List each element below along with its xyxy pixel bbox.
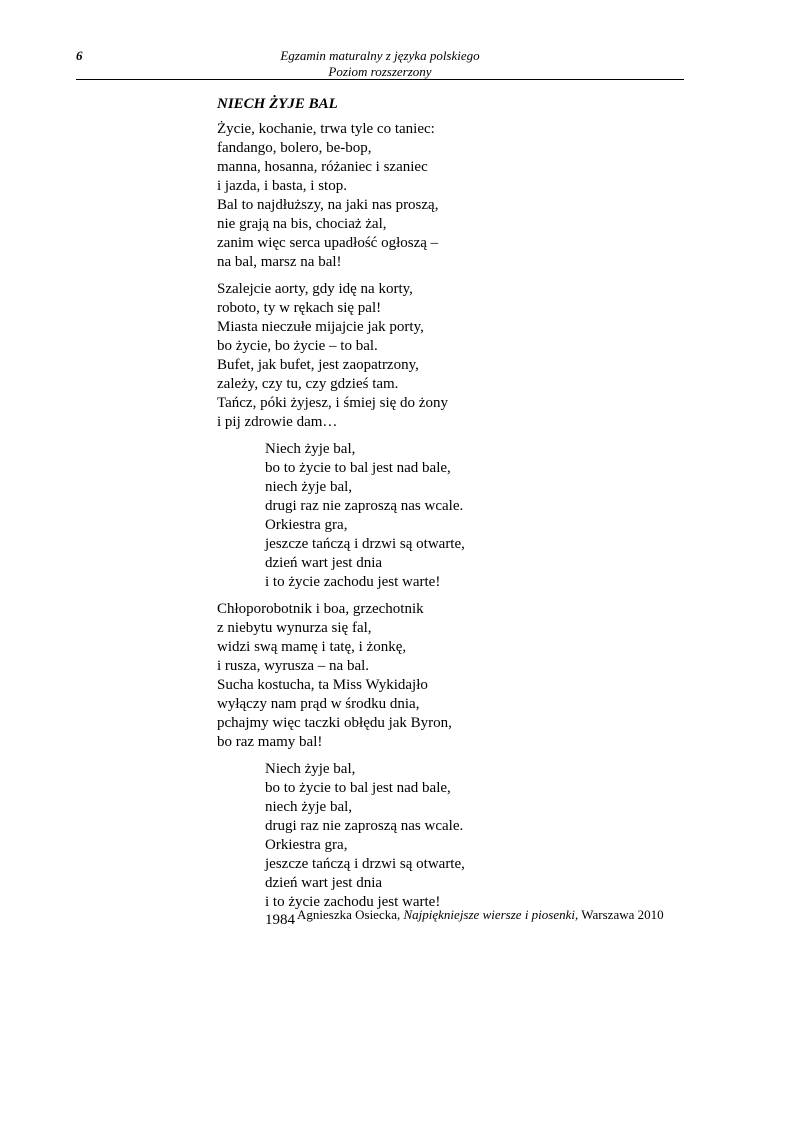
poem-line: niech żyje bal, [265,479,353,495]
poem-line: roboto, ty w rękach się pal! [217,300,382,316]
poem-line: fandango, bolero, be-bop, [217,140,372,156]
poem-line: i pij zdrowie dam… [217,414,338,430]
page-number: 6 [76,48,83,63]
refrain-1 [217,440,687,592]
poem-line: i to życie zachodu jest warte! [265,574,441,590]
source-book-title: Najpiękniejsze wiersze i piosenki, [403,907,579,922]
poem-line: i to życie zachodu jest warte! [265,894,441,910]
header-exam-title: Egzamin maturalny z języka polskiego [280,48,480,63]
poem-line: Bal to najdłuższy, na jaki nas proszą, [217,197,439,213]
poem-line: Sucha kostucha, ta Miss Wykidajło [217,677,428,693]
poem-line: Orkiestra gra, [265,837,348,853]
poem-line: nie grają na bis, chociaż żal, [217,216,387,232]
header-divider [76,79,684,80]
page-header [76,48,684,80]
poem-line: zależy, czy tu, czy gdzieś tam. [217,376,399,392]
poem-line: niech żyje bal, [265,799,353,815]
poem-line: dzień wart jest dnia [265,555,383,571]
poem-line: Bufet, jak bufet, jest zaopatrzony, [217,357,419,373]
poem [217,94,687,929]
poem-line: Niech żyje bal, [265,761,356,777]
poem-line: Tańcz, póki żyjesz, i śmiej się do żony [217,395,448,411]
poem-line: Życie, kochanie, trwa tyle co taniec: [217,121,435,137]
stanza-1 [217,120,687,272]
poem-line: bo raz mamy bal! [217,734,323,750]
poem-line: Niech żyje bal, [265,441,356,457]
poem-line: na bal, marsz na bal! [217,254,342,270]
poem-line: dzień wart jest dnia [265,875,383,891]
poem-line: Miasta nieczułe mijajcie jak porty, [217,319,424,335]
refrain-2 [217,760,687,912]
poem-line: bo życie, bo życie – to bal. [217,338,378,354]
poem-line: pchajmy więc taczki obłędu jak Byron, [217,715,452,731]
poem-line: drugi raz nie zaproszą nas wcale. [265,498,464,514]
poem-line: drugi raz nie zaproszą nas wcale. [265,818,464,834]
source-citation [297,907,664,923]
poem-line: i rusza, wyrusza – na bal. [217,658,370,674]
poem-line: Szalejcie aorty, gdy idę na korty, [217,281,413,297]
poem-line: widzi swą mamę i tatę, i żonkę, [217,639,407,655]
poem-year: 1984 [265,912,295,928]
source-author: Agnieszka Osiecka, [297,907,401,922]
poem-line: z niebytu wynurza się fal, [217,620,372,636]
poem-line: zanim więc serca upadłość ogłoszą – [217,235,439,251]
poem-line: bo to życie to bal jest nad bale, [265,780,451,796]
poem-line: jeszcze tańczą i drzwi są otwarte, [265,856,465,872]
poem-title: NIECH ŻYJE BAL [217,96,338,112]
poem-line: i jazda, i basta, i stop. [217,178,347,194]
source-place-year: Warszawa 2010 [581,907,664,922]
poem-line: Chłoporobotnik i boa, grzechotnik [217,601,424,617]
poem-line: bo to życie to bal jest nad bale, [265,460,451,476]
header-exam-level: Poziom rozszerzony [328,64,432,79]
poem-line: manna, hosanna, różaniec i szaniec [217,159,428,175]
stanza-3 [217,600,687,752]
poem-line: Orkiestra gra, [265,517,348,533]
poem-line: wyłączy nam prąd w środku dnia, [217,696,420,712]
poem-line: jeszcze tańczą i drzwi są otwarte, [265,536,465,552]
stanza-2 [217,280,687,432]
